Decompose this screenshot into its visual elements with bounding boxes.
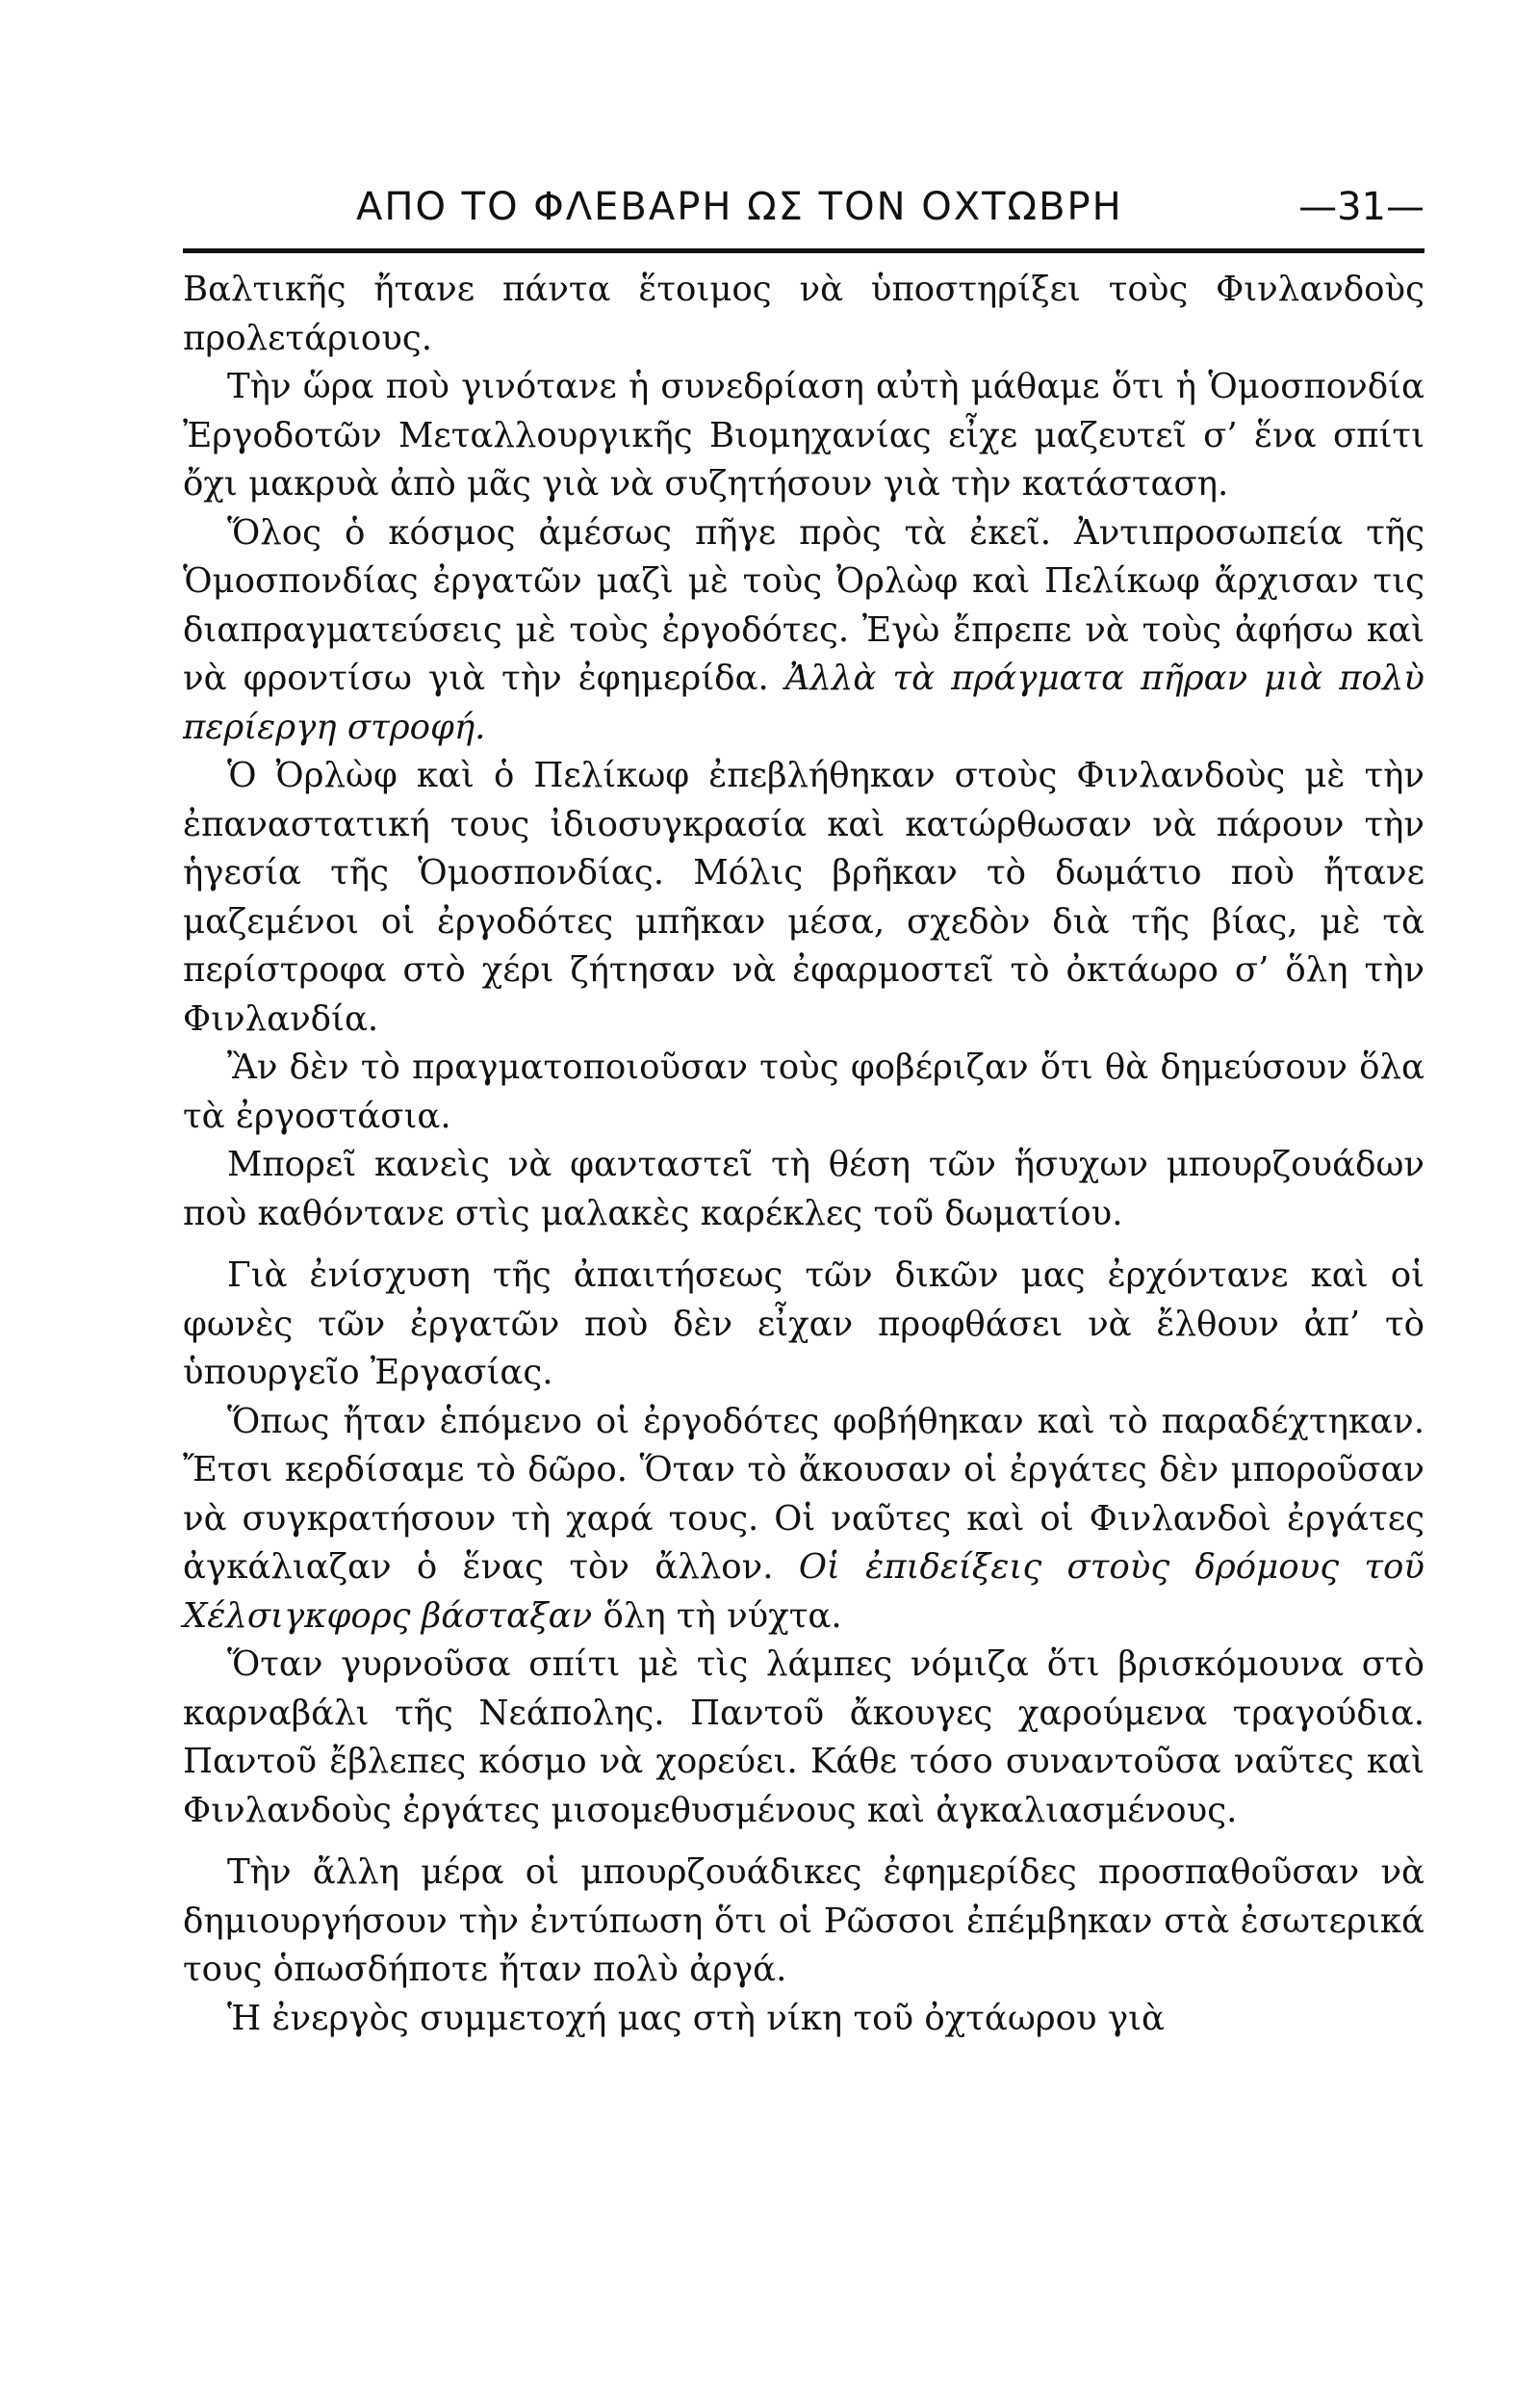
paragraph-text: Ὅλος ὁ κόσμος ἀμέσως πῆγε πρὸς τὰ ἐκεῖ. Ἀντιπροσωπεία τῆς Ὁμοσπονδίας ἐργατῶν μαζὶ μὲ τοὺς Ὀρλὼφ καὶ Πελίκωφ ἄρχισαν τις διαπραγματεύσεις μὲ τοὺς ἐργοδότες. Ἐγὼ ἔπρεπε νὰ τοὺς ἀφήσω καὶ νὰ φροντίσω γιὰ τὴν ἐφημερίδα. (183, 512, 1424, 698)
paragraph-tail: ὅλη τὴ νύχτα. (592, 1595, 842, 1636)
paragraph (183, 363, 1424, 509)
paragraph-text: Ὅταν γυρνοῦσα σπίτι μὲ τὶς λάμπες νόμιζα ὅτι βρισκόμουνα στὸ καρναβάλι τῆς Νεάπολης. Παντοῦ ἄκουγες χαρούμενα τραγούδια. Παντοῦ ἔβλεπες κόσμο νὰ χορεύει. Κάθε τόσο συναντοῦσα ναῦτες καὶ Φινλανδοὺς ἐργάτες μισομεθυσμένους καὶ ἀγκαλιασμένους. (183, 1644, 1424, 1830)
running-title: ΑΠΟ ΤΟ ΦΛΕΒΑΡΗ ΩΣ ΤΟΝ ΟΧΤΩΒΡΗ (356, 185, 1123, 229)
header-rule (183, 248, 1424, 253)
paragraph-text: Τὴν ἄλλη μέρα οἱ μπουρζουάδικες ἐφημερίδες προσπαθοῦσαν νὰ δημιουργήσουν τὴν ἐντύπωση ὅτι οἱ Ρῶσσοι ἐπέμβηκαν στὰ ἐσωτερικά τους ὁπωσδήποτε ἤταν πολὺ ἀργά. (183, 1852, 1424, 1989)
paragraph (183, 1141, 1424, 1238)
paragraph-text: Γιὰ ἐνίσχυση τῆς ἀπαιτήσεως τῶν δικῶν μας ἐρχόντανε καὶ οἱ φωνὲς τῶν ἐργατῶν ποὺ δὲν εἶχαν προφθάσει νὰ ἔλθουν ἀπ’ τὸ ὑπουργεῖο Ἐργασίας. (183, 1255, 1424, 1392)
paragraph-text: Μπορεῖ κανεὶς νὰ φανταστεῖ τὴ θέση τῶν ἥσυχων μπουρζουάδων ποὺ καθόντανε στὶς μαλακὲς καρέκλες τοῦ δωματίου. (183, 1145, 1424, 1233)
paragraph (183, 1995, 1424, 2044)
paragraph (183, 1252, 1424, 1398)
paragraph (183, 1044, 1424, 1141)
paragraph-text: Ὁ Ὀρλὼφ καὶ ὁ Πελίκωφ ἐπεβλήθηκαν στοὺς Φινλανδοὺς μὲ τὴν ἐπαναστατική τους ἰδιοσυγκρασία καὶ κατώρθωσαν νὰ πάρουν τὴν ἡγεσία τῆς Ὁμοσπονδίας. Μόλις βρῆκαν τὸ δωμάτιο ποὺ ἤτανε μαζεμένοι οἱ ἐργοδότες μπῆκαν μέσα, σχεδὸν διὰ τῆς βίας, μὲ τὰ περίστροφα στὸ χέρι ζήτησαν νὰ ἐφαρμοστεῖ τὸ ὀκτάωρο σ’ ὅλη τὴν Φινλανδία. (183, 756, 1424, 1039)
body-text (183, 266, 1424, 2043)
paragraph (183, 1641, 1424, 1835)
paragraph (183, 509, 1424, 753)
running-header (183, 185, 1424, 243)
paragraph-italic: Ἀλλὰ τὰ πράγματα πῆραν μιὰ πολὺ περίεργη στροφή. (183, 659, 1424, 747)
page-number: —31— (1298, 185, 1424, 229)
paragraph-text: Ἡ ἐνεργὸς συμμετοχή μας στὴ νίκη τοῦ ὀχτάωρου γιὰ (227, 1998, 1165, 2038)
paragraph-text: Ἂν δὲν τὸ πραγματοποιοῦσαν τοὺς φοβέριζαν ὅτι θὰ δημεύσουν ὅλα τὰ ἐργοστάσια. (183, 1048, 1424, 1136)
paragraph-italic: Οἱ ἐπιδείξεις στοὺς δρόμους τοῦ Χέλσιγκφορς βάσταξαν (183, 1547, 1424, 1636)
paragraph-text: Ὅπως ἤταν ἑπόμενο οἱ ἐργοδότες φοβήθηκαν καὶ τὸ παραδέχτηκαν. Ἔτσι κερδίσαμε τὸ δῶρο. Ὅταν τὸ ἄκουσαν οἱ ἐργάτες δὲν μποροῦσαν νὰ συγκρατήσουν τὴ χαρά τους. Οἱ ναῦτες καὶ οἱ Φινλανδοὶ ἐργάτες ἀγκάλιαζαν ὁ ἕνας τὸν ἄλλον. (183, 1401, 1424, 1587)
paragraph-text: Βαλτικῆς ἤτανε πάντα ἕτοιμος νὰ ὑποστηρίξει τοὺς Φινλανδοὺς προλετάριους. (183, 270, 1424, 358)
paragraph (183, 752, 1424, 1044)
paragraph (183, 1849, 1424, 1995)
paragraph (183, 266, 1424, 363)
paragraph (183, 1398, 1424, 1642)
paragraph-text: Τὴν ὥρα ποὺ γινότανε ἡ συνεδρίαση αὐτὴ μάθαμε ὅτι ἡ Ὁμοσπονδία Ἐργοδοτῶν Μεταλλουργικῆς Βιομηχανίας εἶχε μαζευτεῖ σ’ ἕνα σπίτι ὄχι μακρυὰ ἀπὸ μᾶς γιὰ νὰ συζητήσουν γιὰ τὴν κατάσταση. (183, 367, 1424, 504)
